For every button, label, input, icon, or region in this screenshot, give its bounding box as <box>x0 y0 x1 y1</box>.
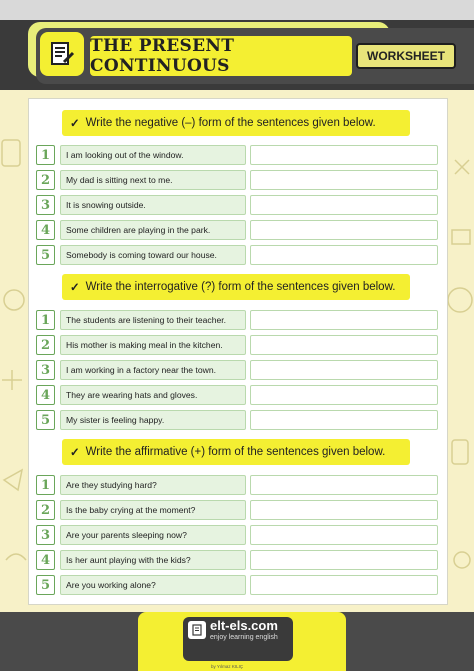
sentence-prompt: Some children are playing in the park. <box>60 220 246 240</box>
exercise-row <box>36 310 440 330</box>
item-number: 3 <box>36 195 55 215</box>
exercise-row <box>36 360 440 380</box>
item-number: 4 <box>36 220 55 240</box>
sentence-prompt: My dad is sitting next to me. <box>60 170 246 190</box>
item-number: 5 <box>36 245 55 265</box>
exercise-row <box>36 170 440 190</box>
item-number: 2 <box>36 335 55 355</box>
section-affirmative-header <box>62 439 410 465</box>
page-title: THE PRESENT CONTINUOUS <box>90 36 352 76</box>
logo-text[interactable]: elt-els.com <box>210 618 278 633</box>
exercise-row <box>36 335 440 355</box>
item-number: 4 <box>36 385 55 405</box>
exercise-row <box>36 550 440 570</box>
exercise-row <box>36 220 440 240</box>
document-icon <box>188 621 206 639</box>
sentence-prompt: Is her aunt playing with the kids? <box>60 550 246 570</box>
checkmark-icon: ✓ <box>70 118 80 130</box>
sentence-prompt: I am working in a factory near the town. <box>60 360 246 380</box>
sentence-prompt: The students are listening to their teacher. <box>60 310 246 330</box>
answer-field[interactable] <box>250 525 438 545</box>
answer-field[interactable] <box>250 245 438 265</box>
item-number: 5 <box>36 410 55 430</box>
item-number: 5 <box>36 575 55 595</box>
sentence-prompt: Somebody is coming toward our house. <box>60 245 246 265</box>
checkmark-icon: ✓ <box>70 282 80 294</box>
item-number: 2 <box>36 170 55 190</box>
exercise-row <box>36 500 440 520</box>
sentence-prompt: His mother is making meal in the kitchen. <box>60 335 246 355</box>
answer-field[interactable] <box>250 335 438 355</box>
exercise-row <box>36 525 440 545</box>
item-number: 4 <box>36 550 55 570</box>
exercise-row <box>36 475 440 495</box>
item-number: 1 <box>36 310 55 330</box>
exercise-row <box>36 195 440 215</box>
sentence-prompt: Are your parents sleeping now? <box>60 525 246 545</box>
exercise-row <box>36 385 440 405</box>
answer-field[interactable] <box>250 575 438 595</box>
answer-field[interactable] <box>250 170 438 190</box>
sentence-prompt: My sister is feeling happy. <box>60 410 246 430</box>
logo-tagline: enjoy learning english <box>210 634 278 641</box>
sentence-prompt: Are they studying hard? <box>60 475 246 495</box>
answer-field[interactable] <box>250 195 438 215</box>
answer-field[interactable] <box>250 410 438 430</box>
answer-field[interactable] <box>250 550 438 570</box>
section-interrogative-header <box>62 274 410 300</box>
section-instruction: Write the negative (–) form of the sentences given below. <box>85 117 376 129</box>
sentence-prompt: Is the baby crying at the moment? <box>60 500 246 520</box>
exercise-row <box>36 145 440 165</box>
item-number: 1 <box>36 475 55 495</box>
answer-field[interactable] <box>250 360 438 380</box>
worksheet-badge: WORKSHEET <box>356 43 456 69</box>
section-negative-header <box>62 110 410 136</box>
section-instruction: Write the interrogative (?) form of the sentences given below. <box>85 281 396 293</box>
answer-field[interactable] <box>250 475 438 495</box>
answer-field[interactable] <box>250 145 438 165</box>
section-instruction: Write the affirmative (+) form of the sentences given below. <box>85 446 386 458</box>
item-number: 3 <box>36 360 55 380</box>
author-byline: by Yılmaz KILIÇ <box>211 664 244 669</box>
item-number: 2 <box>36 500 55 520</box>
sentence-prompt: They are wearing hats and gloves. <box>60 385 246 405</box>
answer-field[interactable] <box>250 220 438 240</box>
sentence-prompt: It is snowing outside. <box>60 195 246 215</box>
sentence-prompt: Are you working alone? <box>60 575 246 595</box>
checkmark-icon: ✓ <box>70 447 80 459</box>
answer-field[interactable] <box>250 310 438 330</box>
exercise-row <box>36 245 440 265</box>
item-number: 3 <box>36 525 55 545</box>
answer-field[interactable] <box>250 500 438 520</box>
exercise-row <box>36 575 440 595</box>
answer-field[interactable] <box>250 385 438 405</box>
sentence-prompt: I am looking out of the window. <box>60 145 246 165</box>
item-number: 1 <box>36 145 55 165</box>
exercise-row <box>36 410 440 430</box>
